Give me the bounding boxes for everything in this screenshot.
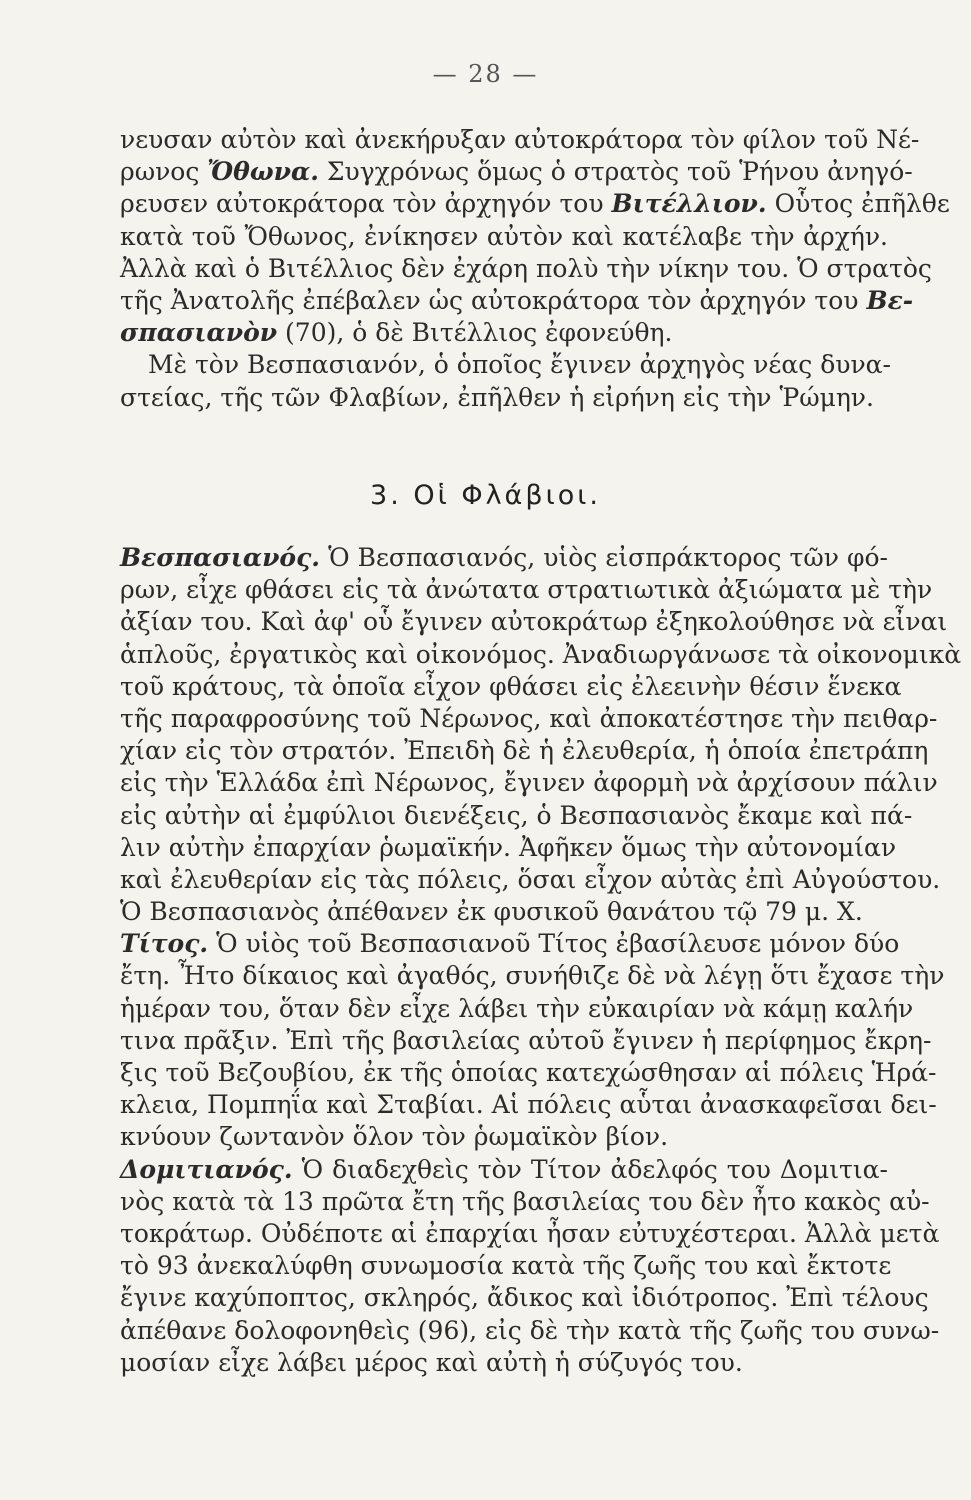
text-run: ἡμέραν του, ὅταν δὲν εἶχε λάβει τὴν εὐκαιρίαν νὰ κάμῃ καλήν bbox=[120, 993, 914, 1023]
text-line bbox=[120, 1186, 930, 1218]
text-run: ξις τοῦ Βεζουβίου, ἐκ τῆς ὁποίας κατεχώσθησαν αἱ πόλεις Ἡρά- bbox=[120, 1058, 937, 1087]
text-line bbox=[120, 606, 948, 638]
text-run: τινα πρᾶξιν. Ἐπὶ τῆς βασιλείας αὐτοῦ ἔγινεν ἡ περίφημος ἔκρη- bbox=[120, 1025, 932, 1055]
text-line bbox=[120, 767, 938, 799]
text-line bbox=[120, 1250, 892, 1282]
text-run: Ἀλλὰ καὶ ὁ Βιτέλλιος δὲν ἐχάρη πολὺ τὴν νίκην του. Ὁ στρατὸς bbox=[120, 253, 932, 283]
emphasized-term: σπασιανὸν bbox=[120, 318, 278, 348]
text-line bbox=[120, 1282, 929, 1314]
text-line bbox=[120, 1089, 937, 1121]
text-line bbox=[120, 317, 888, 349]
text-run: τὸ 93 ἀνεκαλύφθη συνωμοσία κατὰ τῆς ζωῆς του καὶ ἔκτοτε bbox=[120, 1251, 892, 1281]
text-line bbox=[120, 960, 945, 992]
text-run: ἀπέθανε δολοφονηθεὶς (96), εἰς δὲ τὴν κατὰ τῆς ζωῆς του συνω- bbox=[120, 1315, 940, 1345]
emphasized-term: Βιτέλλιον. bbox=[611, 189, 767, 219]
text-line bbox=[120, 253, 932, 285]
text-run: ρωνος bbox=[120, 157, 208, 187]
text-line bbox=[120, 1057, 937, 1089]
text-run: Ὁ διαδεχθεὶς τὸν Τίτον ἀδελφός του Δομιτια- bbox=[292, 1154, 888, 1184]
text-run: ρευσεν αὐτοκράτορα τὸν ἀρχηγόν του bbox=[120, 189, 612, 219]
text-line bbox=[120, 1025, 932, 1057]
text-run: Ὁ υἱὸς τοῦ Βεσπασιανοῦ Τίτος ἐβασίλευσε μόνον δύο bbox=[208, 929, 900, 959]
text-line bbox=[120, 1121, 888, 1153]
text-run: ἔγινε καχύποπτος, σκληρός, ἄδικος καὶ ἰδιότροπος. Ἐπὶ τέλους bbox=[120, 1283, 929, 1313]
emphasized-term: Τίτος. bbox=[120, 929, 209, 959]
text-line bbox=[120, 1154, 888, 1186]
text-run: Μὲ τὸν Βεσπασιανόν, ὁ ὁποῖος ἔγινεν ἀρχηγὸς νέας δυνα- bbox=[148, 350, 891, 380]
text-run: εἰς τὴν Ἑλλάδα ἐπὶ Νέρωνος, ἔγινεν ἀφορμὴ νὰ ἀρχίσουν πάλιν bbox=[120, 768, 938, 798]
text-line bbox=[120, 671, 902, 703]
text-run: καὶ ἐλευθερίαν εἰς τὰς πόλεις, ὅσαι εἶχον αὐτὰς ἐπὶ Αὐγούστου. bbox=[120, 864, 941, 894]
text-run: χίαν εἰς τὸν στρατόν. Ἐπειδὴ δὲ ἡ ἐλευθερία, ἡ ὁποία ἐπετράπη bbox=[120, 736, 929, 766]
text-run: Ὁ Βεσπασιανὸς ἀπέθανεν ἐκ φυσικοῦ θανάτου τῷ 79 μ. Χ. bbox=[120, 897, 863, 927]
text-run: τοκράτωρ. Οὐδέποτε αἱ ἐπαρχίαι ἦσαν εὐτυχέστεραι. Ἀλλὰ μετὰ bbox=[120, 1218, 940, 1248]
text-line bbox=[120, 156, 913, 188]
text-run: εἰς αὐτὴν αἱ ἐμφύλιοι διενέξεις, ὁ Βεσπασιανὸς ἔκαμε καὶ πά- bbox=[120, 800, 913, 830]
text-run: ρων, εἶχε φθάσει εἰς τὰ ἀνώτατα στρατιωτικὰ ἀξιώματα μὲ τὴν bbox=[120, 575, 933, 605]
section-heading: 3. Οἱ Φλάβιοι. bbox=[370, 480, 601, 511]
text-line bbox=[120, 124, 920, 156]
text-line bbox=[120, 864, 941, 896]
paragraph-block-othon-vitellius bbox=[120, 124, 950, 414]
text-run: ἔτη. Ἦτο δίκαιος καὶ ἀγαθός, συνήθιζε δὲ νὰ λέγῃ ὅτι ἔχασε τὴν bbox=[120, 961, 945, 991]
text-run: (70), ὁ δὲ Βιτέλλιος ἐφονεύθη. bbox=[277, 318, 673, 348]
text-line bbox=[120, 735, 929, 767]
text-line bbox=[120, 993, 914, 1025]
page-number: — 28 — bbox=[432, 60, 539, 88]
text-run: νευσαν αὐτὸν καὶ ἀνεκήρυξαν αὐτοκράτορα τὸν φίλον τοῦ Νέ- bbox=[120, 125, 920, 154]
text-run: Ὁ Βεσπασιανός, υἱὸς εἰσπράκτορος τῶν φό- bbox=[320, 543, 888, 572]
paragraph-block-flavians bbox=[120, 542, 962, 1379]
text-run: τῆς παραφροσύνης τοῦ Νέρωνος, καὶ ἀποκατέστησε τὴν πειθαρ- bbox=[120, 703, 938, 733]
text-line bbox=[120, 382, 888, 414]
text-run: Συγχρόνως ὅμως ὁ στρατὸς τοῦ Ῥήνου ἀνηγό- bbox=[318, 157, 913, 187]
text-run: κατὰ τοῦ Ὄθωνος, ἐνίκησεν αὐτὸν καὶ κατέλαβε τὴν ἀρχήν. bbox=[120, 221, 888, 251]
text-line bbox=[120, 832, 897, 864]
emphasized-term: Βεσπασιανός. bbox=[120, 543, 321, 572]
text-run: νὸς κατὰ τὰ 13 πρῶτα ἔτη τῆς βασιλείας του δὲν ἦτο κακὸς αὐ- bbox=[120, 1186, 930, 1216]
text-line bbox=[120, 574, 933, 606]
text-run: λιν αὐτὴν ἐπαρχίαν ῥωμαϊκήν. Ἀφῆκεν ὅμως τὴν αὐτονομίαν bbox=[120, 832, 897, 862]
text-line bbox=[120, 928, 900, 960]
text-run: μοσίαν εἶχε λάβει μέρος καὶ αὐτὴ ἡ σύζυγός του. bbox=[120, 1347, 743, 1377]
text-run: ἀξίαν του. Καὶ ἀφ' οὗ ἔγινεν αὐτοκράτωρ ἐξηκολούθησε νὰ εἶναι bbox=[120, 607, 948, 637]
emphasized-term: Ὄθωνα. bbox=[207, 157, 319, 187]
emphasized-term: Βε- bbox=[866, 285, 914, 315]
text-run: τῆς Ἀνατολῆς ἐπέβαλεν ὡς αὐτοκράτορα τὸν ἀρχηγόν του bbox=[120, 285, 867, 315]
text-run: στείας, τῆς τῶν Φλαβίων, ἐπῆλθεν ἡ εἰρήνη εἰς τὴν Ῥώμην. bbox=[120, 382, 874, 412]
text-run: κνύουν ζωντανὸν ὅλον τὸν ῥωμαϊκὸν βίον. bbox=[120, 1122, 669, 1152]
text-run: κλεια, Πομπηΐα καὶ Σταβίαι. Αἱ πόλεις αὗται ἀνασκαφεῖσαι δει- bbox=[120, 1090, 937, 1120]
text-line bbox=[120, 1347, 888, 1379]
text-line bbox=[120, 542, 888, 574]
text-line bbox=[120, 285, 914, 317]
text-run: τοῦ κράτους, τὰ ὁποῖα εἶχον φθάσει εἰς ἐλεεινὴν θέσιν ἕνεκα bbox=[120, 671, 902, 701]
text-line bbox=[120, 188, 950, 220]
text-line bbox=[120, 703, 938, 735]
text-line bbox=[120, 1315, 940, 1347]
text-line bbox=[120, 1218, 940, 1250]
text-line bbox=[120, 221, 888, 253]
emphasized-term: Δομιτιανός. bbox=[120, 1154, 293, 1184]
text-line bbox=[120, 349, 891, 381]
text-line bbox=[120, 800, 913, 832]
text-run: Οὗτος ἐπῆλθε bbox=[766, 189, 950, 219]
text-run: ἁπλοῦς, ἐργατικὸς καὶ οἰκονόμος. Ἀναδιωργάνωσε τὰ οἰκονομικὰ bbox=[120, 639, 962, 669]
text-line bbox=[120, 896, 888, 928]
text-line bbox=[120, 639, 962, 671]
